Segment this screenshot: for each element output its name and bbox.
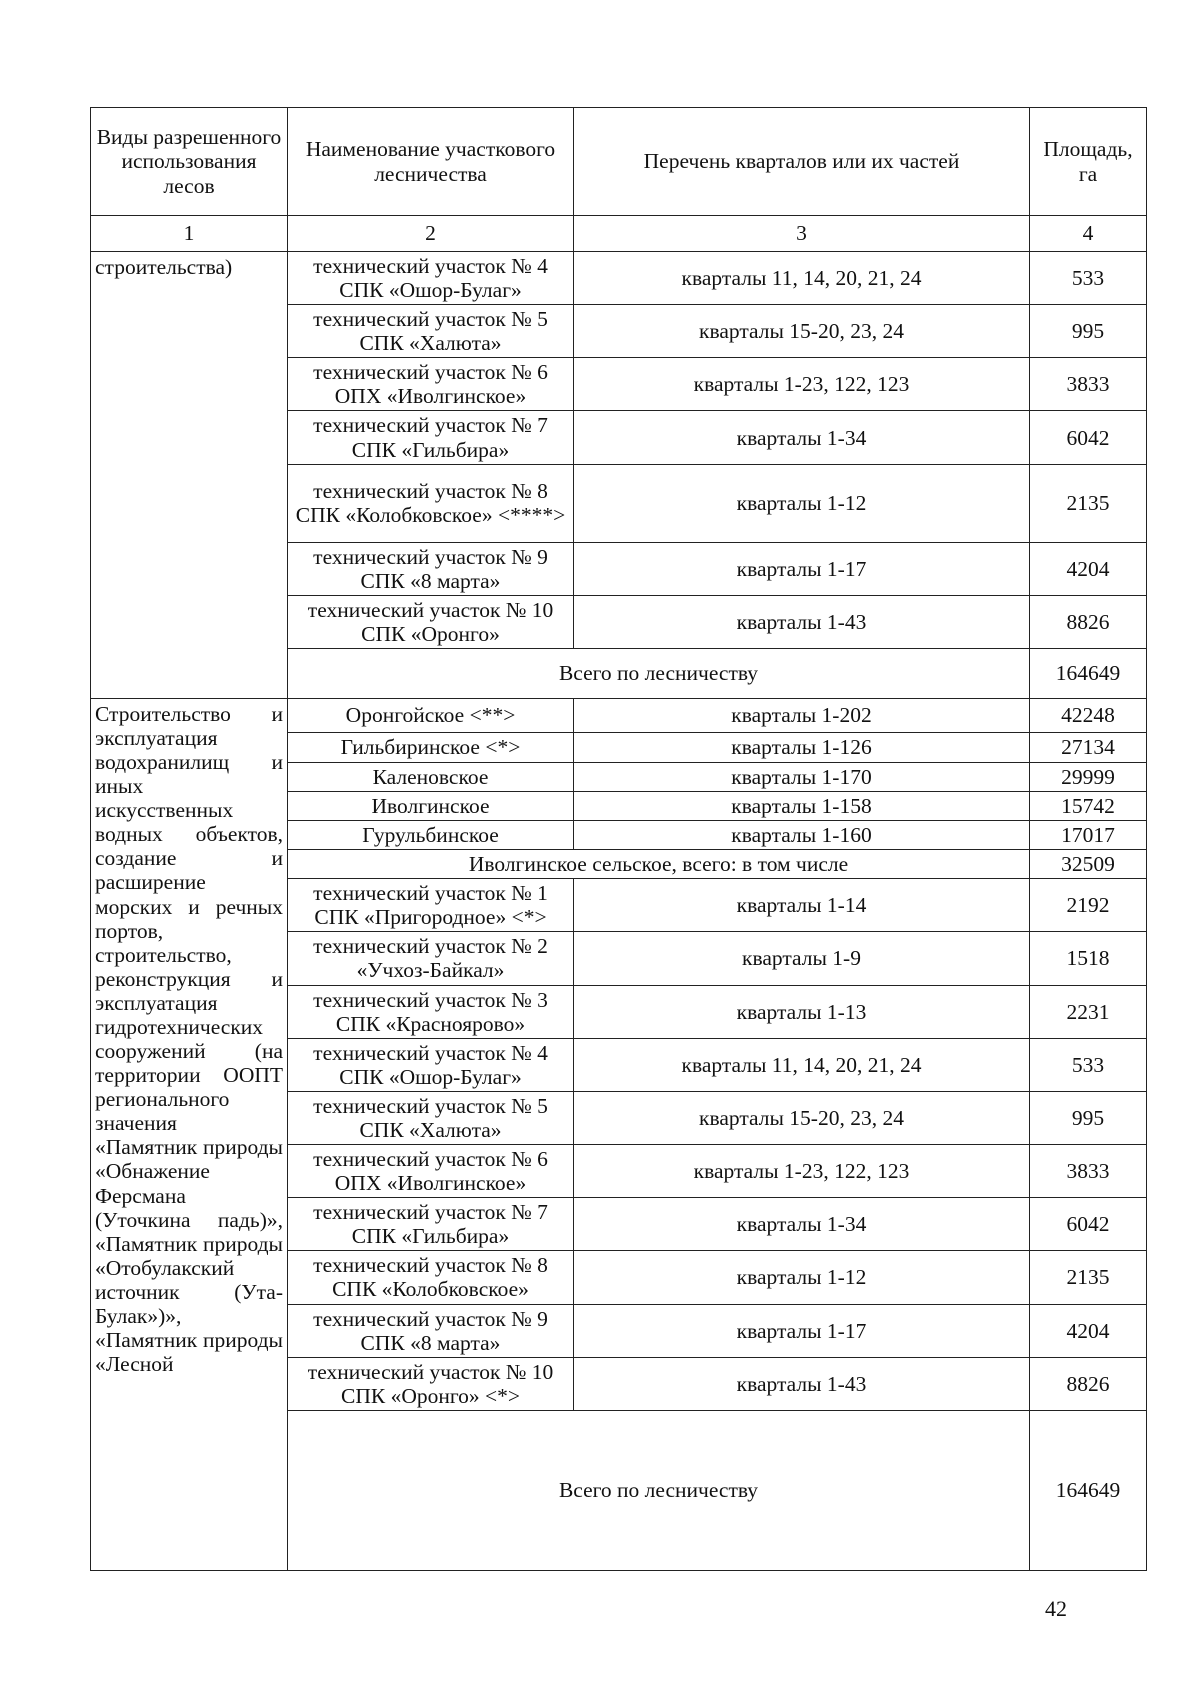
area-cell: 2231 (1030, 985, 1147, 1038)
forestry-name-cell: технический участок № 3 СПК «Красноярово» (288, 985, 574, 1038)
quarters-cell: кварталы 1-12 (574, 464, 1030, 542)
forestry-name-cell: технический участок № 4 СПК «Ошор-Булаг» (288, 1038, 574, 1091)
total-label: Всего по лесничеству (288, 1410, 1030, 1570)
total-area: 164649 (1030, 648, 1147, 698)
forest-use-table (90, 107, 1147, 1571)
area-cell: 6042 (1030, 411, 1147, 464)
forestry-name-cell: технический участок № 8 СПК «Колобковское» <****> (288, 464, 574, 542)
quarters-cell: кварталы 1-14 (574, 879, 1030, 932)
quarters-cell: кварталы 1-12 (574, 1251, 1030, 1304)
area-cell: 995 (1030, 305, 1147, 358)
forestry-name-cell: технический участок № 9 СПК «8 марта» (288, 1304, 574, 1357)
column-number: 4 (1030, 216, 1147, 252)
area-cell: 15742 (1030, 792, 1147, 821)
usage-type-cell: Строительство и эксплуатация водохранилищ и иных искусственных водных объектов, создание и расширение морских и речных портов, строительство, реконструкция и эксплуатация гидротехнических сооружений (на территории ООПТ регионального значения «Памятник природы «Обнажение Ферсмана (Уточкина падь)», «Памятник природы «Отобулакский источник (Ута-Булак»)», «Памятник природы «Лесной (91, 698, 288, 1570)
quarters-cell: кварталы 1-34 (574, 411, 1030, 464)
area-cell: 17017 (1030, 821, 1147, 850)
total-label: Всего по лесничеству (288, 648, 1030, 698)
quarters-cell: кварталы 1-9 (574, 932, 1030, 985)
quarters-cell: кварталы 1-158 (574, 792, 1030, 821)
area-cell: 2192 (1030, 879, 1147, 932)
quarters-cell: кварталы 1-17 (574, 542, 1030, 595)
usage-block-water-objects (91, 698, 1147, 1570)
quarters-cell: кварталы 1-202 (574, 698, 1030, 732)
area-cell: 3833 (1030, 358, 1147, 411)
forestry-name-cell: технический участок № 10 СПК «Оронго» <*> (288, 1357, 574, 1410)
header-forestry-name: Наименование участкового лесничества (288, 108, 574, 216)
forestry-name-cell: технический участок № 6 ОПХ «Иволгинское» (288, 358, 574, 411)
header-usage-types: Виды разрешенного использования лесов (91, 108, 288, 216)
column-number: 3 (574, 216, 1030, 252)
area-cell: 29999 (1030, 762, 1147, 791)
table-row (91, 252, 1147, 305)
forestry-name-cell: технический участок № 4 СПК «Ошор-Булаг» (288, 252, 574, 305)
area-cell: 4204 (1030, 542, 1147, 595)
quarters-cell: кварталы 1-23, 122, 123 (574, 1145, 1030, 1198)
forestry-name-cell: Гурульбинское (288, 821, 574, 850)
area-cell: 1518 (1030, 932, 1147, 985)
forestry-name-cell: технический участок № 6 ОПХ «Иволгинское» (288, 1145, 574, 1198)
area-cell: 533 (1030, 1038, 1147, 1091)
quarters-cell: кварталы 1-43 (574, 1357, 1030, 1410)
usage-type-cell: строительства) (91, 252, 288, 699)
area-cell: 6042 (1030, 1198, 1147, 1251)
forestry-name-cell: технический участок № 9 СПК «8 марта» (288, 542, 574, 595)
quarters-cell: кварталы 11, 14, 20, 21, 24 (574, 252, 1030, 305)
column-number: 1 (91, 216, 288, 252)
quarters-cell: кварталы 1-23, 122, 123 (574, 358, 1030, 411)
quarters-cell: кварталы 15-20, 23, 24 (574, 1091, 1030, 1144)
forestry-name-cell: технический участок № 10 СПК «Оронго» (288, 595, 574, 648)
forestry-name-cell: технический участок № 1 СПК «Пригородное» <*> (288, 879, 574, 932)
column-number: 2 (288, 216, 574, 252)
column-number-row (91, 216, 1147, 252)
quarters-cell: кварталы 1-170 (574, 762, 1030, 791)
forestry-name-cell: технический участок № 7 СПК «Гильбира» (288, 1198, 574, 1251)
area-cell: 27134 (1030, 732, 1147, 762)
quarters-cell: кварталы 1-34 (574, 1198, 1030, 1251)
subtotal-area: 32509 (1030, 850, 1147, 879)
forestry-name-cell: технический участок № 7 СПК «Гильбира» (288, 411, 574, 464)
total-area: 164649 (1030, 1410, 1147, 1570)
area-cell: 42248 (1030, 698, 1147, 732)
usage-block-construction (91, 252, 1147, 699)
header-quarters-list: Перечень кварталов или их частей (574, 108, 1030, 216)
area-cell: 8826 (1030, 595, 1147, 648)
quarters-cell: кварталы 1-126 (574, 732, 1030, 762)
area-cell: 3833 (1030, 1145, 1147, 1198)
quarters-cell: кварталы 15-20, 23, 24 (574, 305, 1030, 358)
quarters-cell: кварталы 1-17 (574, 1304, 1030, 1357)
quarters-cell: кварталы 1-160 (574, 821, 1030, 850)
table-row (91, 698, 1147, 732)
quarters-cell: кварталы 1-13 (574, 985, 1030, 1038)
subtotal-label: Иволгинское сельское, всего: в том числе (288, 850, 1030, 879)
quarters-cell: кварталы 1-43 (574, 595, 1030, 648)
forestry-name-cell: Каленовское (288, 762, 574, 791)
area-cell: 533 (1030, 252, 1147, 305)
forestry-name-cell: Иволгинское (288, 792, 574, 821)
forestry-name-cell: технический участок № 2 «Учхоз-Байкал» (288, 932, 574, 985)
forestry-name-cell: технический участок № 8 СПК «Колобковское» (288, 1251, 574, 1304)
forestry-name-cell: технический участок № 5 СПК «Халюта» (288, 305, 574, 358)
header-row (91, 108, 1147, 216)
header-area: Площадь, га (1030, 108, 1147, 216)
area-cell: 8826 (1030, 1357, 1147, 1410)
forestry-name-cell: Гильбиринское <*> (288, 732, 574, 762)
quarters-cell: кварталы 11, 14, 20, 21, 24 (574, 1038, 1030, 1091)
page-number: 42 (1045, 1596, 1067, 1621)
area-cell: 995 (1030, 1091, 1147, 1144)
area-cell: 2135 (1030, 1251, 1147, 1304)
forestry-name-cell: Оронгойское <**> (288, 698, 574, 732)
area-cell: 4204 (1030, 1304, 1147, 1357)
forestry-name-cell: технический участок № 5 СПК «Халюта» (288, 1091, 574, 1144)
area-cell: 2135 (1030, 464, 1147, 542)
